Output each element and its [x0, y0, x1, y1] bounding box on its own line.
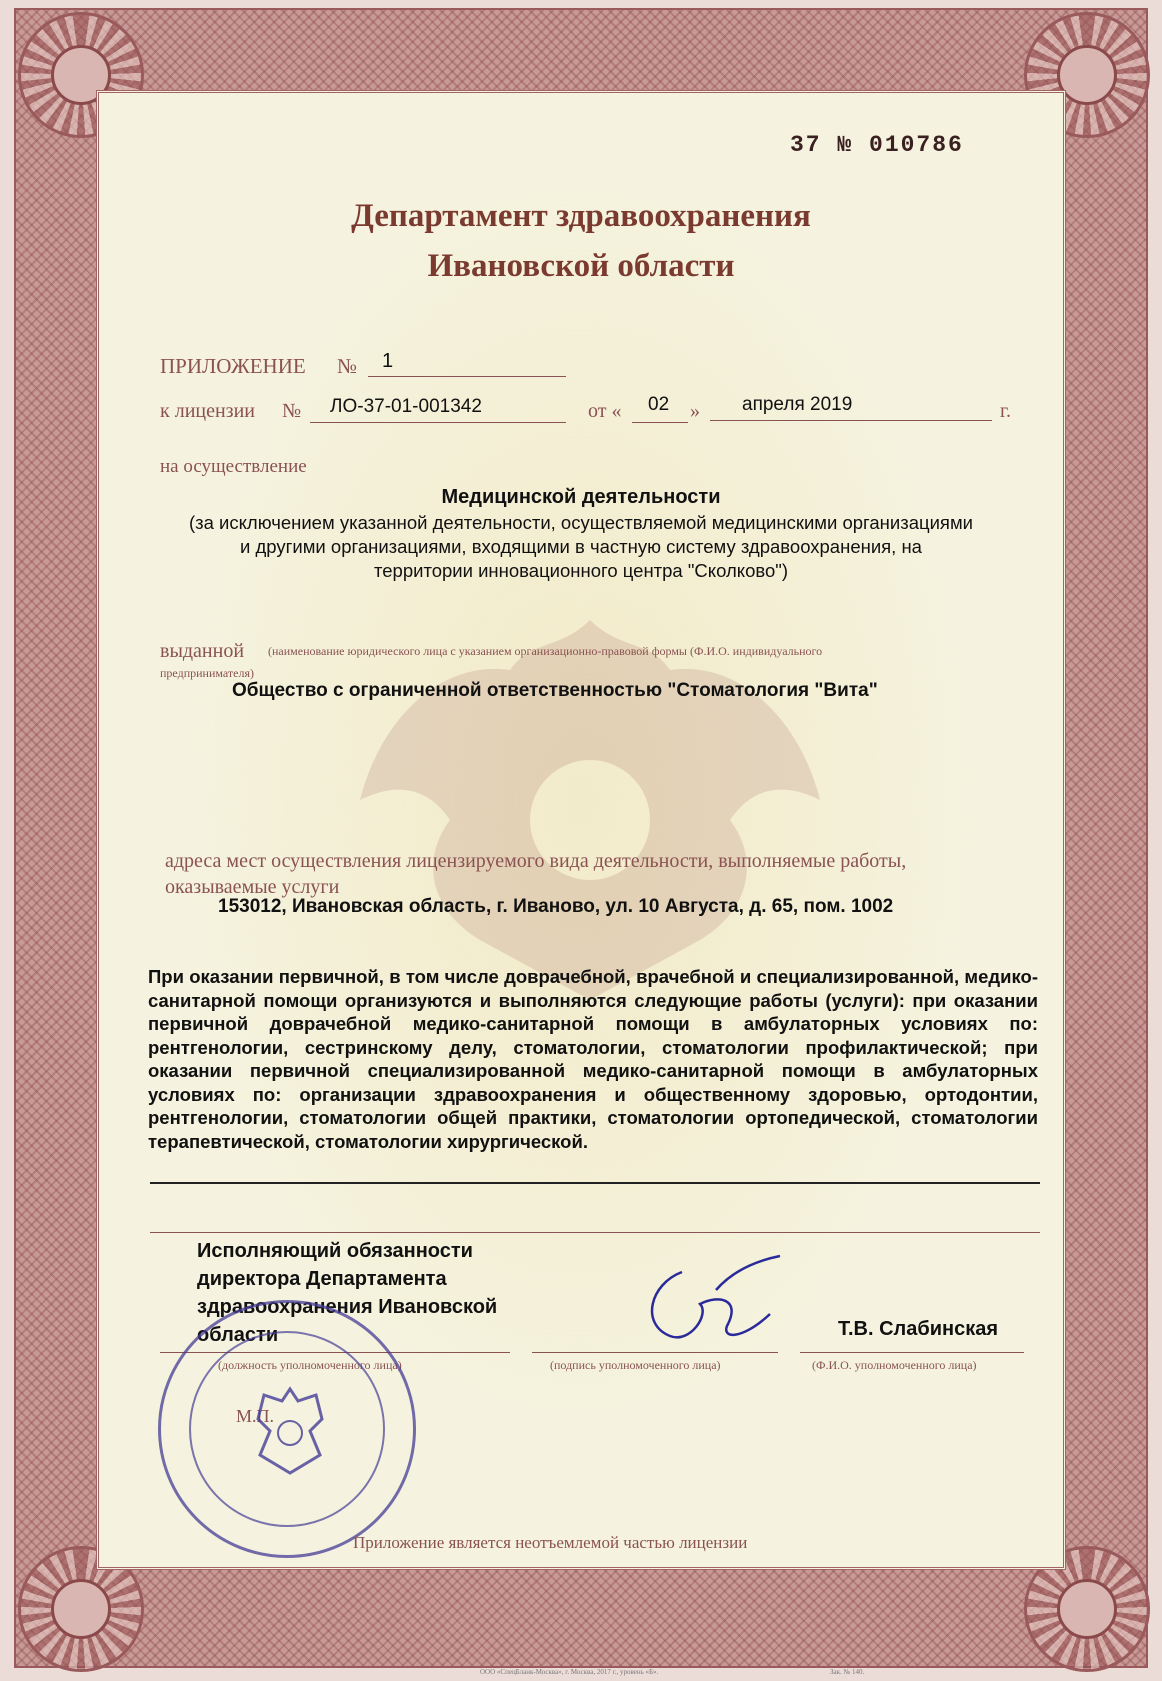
address-label-line2: оказываемые услуги	[165, 876, 340, 898]
activity-note-line2: и другими организациями, входящими в частную систему здравоохранения, на	[240, 536, 922, 557]
seal-place-mark: М.П.	[236, 1406, 275, 1426]
underline	[150, 1232, 1040, 1233]
handwritten-signature-icon	[620, 1254, 790, 1354]
activity-note-line1: (за исключением указанной деятельности, осуществляемой медицинскими организациями	[188, 512, 974, 533]
issuer-title-line2: Ивановской области	[427, 248, 735, 284]
underline	[368, 376, 566, 377]
signatory-position-line4: области	[197, 1324, 279, 1346]
issued-to-label: выданной	[160, 640, 245, 662]
caption-position: (должность уполномоченного лица)	[218, 1358, 402, 1372]
license-no-sign: №	[282, 400, 302, 422]
appendix-no-sign: №	[337, 354, 358, 378]
license-number: ЛО-37-01-001342	[330, 396, 482, 417]
signatory-position-line2: директора Департамента	[197, 1268, 447, 1290]
underline	[532, 1352, 778, 1353]
print-info: ООО «СпецБланк-Москва», г. Москва, 2017 г., уровень «Б».	[480, 1668, 659, 1676]
issued-to-hint-line2: предпринимателя)	[160, 666, 254, 680]
license-year-suffix: г.	[1000, 400, 1011, 422]
licensee-name: Общество с ограниченной ответственностью "Стоматология "Вита"	[232, 680, 878, 701]
issuer-title-line1: Департамент здравоохранения	[351, 198, 811, 234]
underline	[710, 420, 992, 421]
address-label-line1: адреса мест осуществления лицензируемого вида деятельности, выполняемые работы,	[165, 850, 907, 872]
appendix-number: 1	[382, 350, 394, 372]
activity-label: на осуществление	[160, 456, 307, 477]
form-serial-number: 37 № 010786	[790, 132, 964, 158]
signatory-name: Т.В. Слабинская	[838, 1318, 998, 1340]
activity-title: Медицинской деятельности	[441, 486, 721, 508]
footer-note: Приложение является неотъемлемой частью лицензии	[353, 1533, 748, 1552]
underline	[632, 422, 688, 423]
services-description: При оказании первичной, в том числе доврачебной, врачебной и специализированной, медико-санитарной помощи организуются и выполняются следующие работы (услуги): при оказании первичной доврачебной медико-санитарной помощи в амбулаторных условиях по: рентгенологии, сестринскому делу, стоматологии, стоматологии профилактической; при оказании первичной специализированной медико-санитарной помощи в амбулаторных условиях по: организации здравоохранения и общественному здоровью, ортодонтии, рентгенологии, стоматологии общей практики, стоматологии ортопедической, стоматологии терапевтической, стоматологии хирургической.	[148, 966, 1038, 1152]
seal-eagle-icon	[250, 1385, 330, 1477]
license-month-year: апреля 2019	[742, 394, 853, 415]
print-order: Зак. № 140.	[830, 1668, 865, 1676]
address-value: 153012, Ивановская область, г. Иваново, ул. 10 Августа, д. 65, пом. 1002	[218, 896, 894, 917]
underline	[150, 1182, 1040, 1184]
official-seal-icon	[158, 1300, 416, 1558]
appendix-label: ПРИЛОЖЕНИЕ	[160, 354, 306, 378]
activity-note-line3: территории инновационного центра "Сколково")	[373, 560, 788, 581]
license-prefix: к лицензии	[160, 400, 255, 422]
license-day: 02	[648, 394, 670, 415]
license-date-prefix: от «	[588, 400, 622, 422]
caption-signature: (подпись уполномоченного лица)	[550, 1358, 721, 1372]
license-date-close: »	[690, 400, 700, 422]
signatory-position-line3: здравоохранения Ивановской	[197, 1296, 498, 1318]
signatory-position-line1: Исполняющий обязанности	[197, 1240, 473, 1262]
underline	[800, 1352, 1024, 1353]
caption-name: (Ф.И.О. уполномоченного лица)	[812, 1358, 977, 1372]
issued-to-hint-line1: (наименование юридического лица с указанием организационно-правовой формы (Ф.И.О. индивидуального	[268, 644, 823, 658]
underline	[310, 422, 566, 423]
